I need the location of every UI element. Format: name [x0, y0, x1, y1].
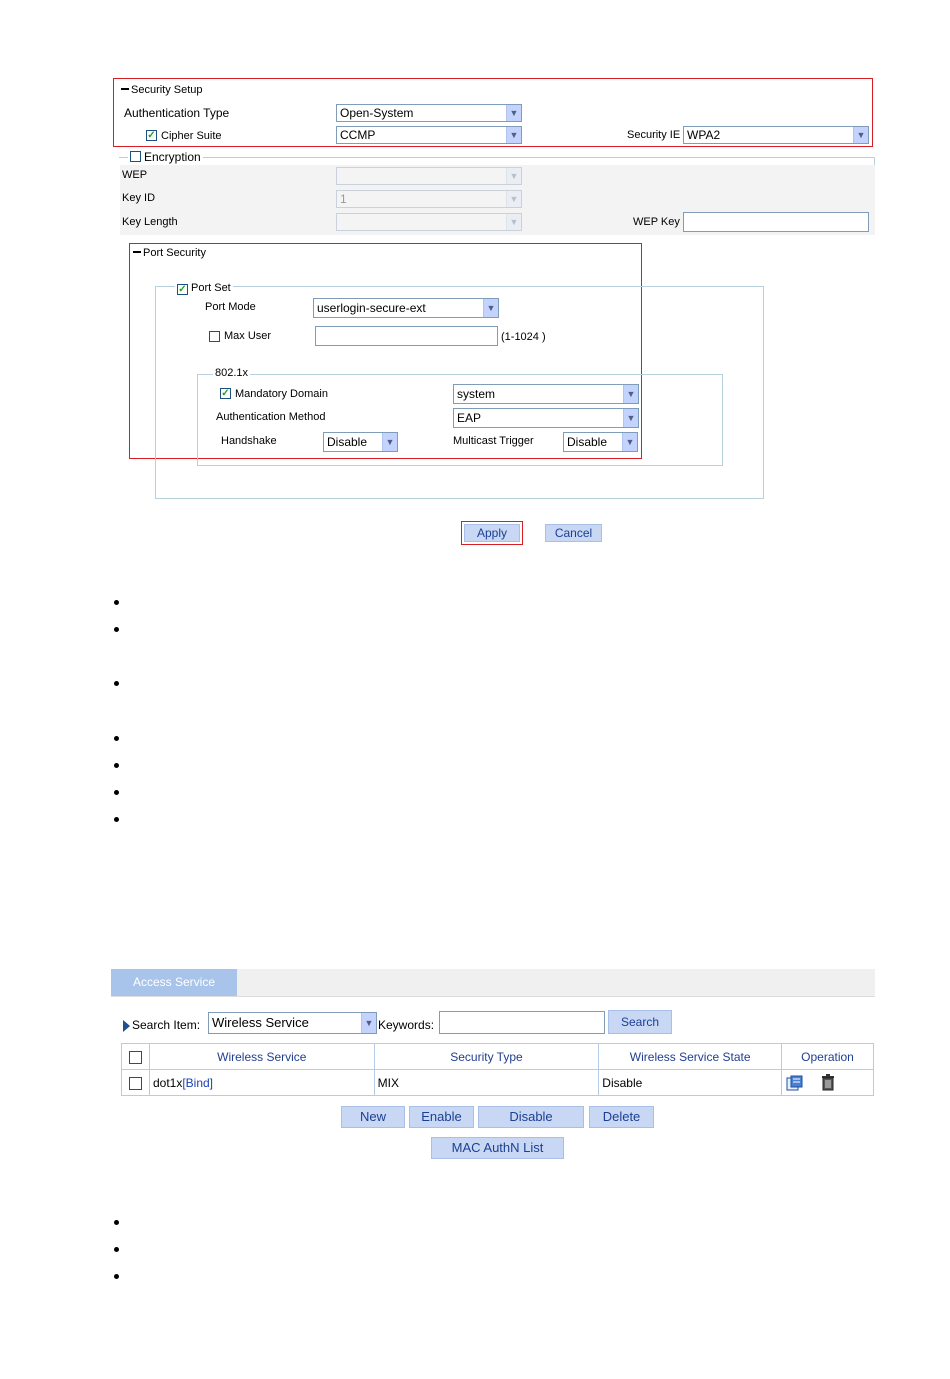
max-user-checkbox[interactable] — [209, 331, 220, 342]
port-set-legend: ✓ Port Set — [175, 280, 233, 294]
wep-select[interactable] — [336, 167, 522, 185]
wireless-service-table — [121, 1043, 874, 1096]
search-item-select[interactable]: Wireless Service ▼ — [208, 1012, 377, 1034]
security-setup-title[interactable]: Security Setup — [121, 84, 203, 96]
select-all-cell — [122, 1044, 150, 1070]
wep-key-input[interactable] — [683, 212, 869, 232]
chevron-down-icon: ▼ — [506, 168, 521, 184]
enable-button[interactable]: Enable — [409, 1106, 474, 1128]
search-button[interactable]: Search — [608, 1010, 672, 1034]
col-wireless-service-state[interactable]: Wireless Service State — [599, 1044, 782, 1070]
chevron-down-icon: ▼ — [506, 214, 521, 230]
mandatory-domain-label: Mandatory Domain — [235, 388, 328, 400]
collapse-icon — [133, 251, 141, 253]
mac-authn-list-button[interactable]: MAC AuthN List — [431, 1137, 564, 1159]
bullet-point — [114, 790, 119, 795]
new-button[interactable]: New — [341, 1106, 405, 1128]
keywords-label: Keywords: — [378, 1018, 435, 1032]
mandatory-domain-select[interactable]: system ▼ — [453, 384, 639, 404]
auth-type-select[interactable]: Open-System ▼ — [336, 104, 522, 122]
apply-button[interactable]: Apply — [464, 524, 520, 542]
tab-access-service[interactable]: Access Service — [111, 969, 237, 996]
service-name-cell — [149, 1070, 374, 1096]
bullet-point — [114, 1220, 119, 1225]
bullet-point — [114, 627, 119, 632]
chevron-down-icon: ▼ — [623, 409, 638, 427]
cipher-suite-select[interactable]: CCMP ▼ — [336, 126, 522, 144]
wep-key-label: WEP Key — [633, 216, 680, 228]
multicast-trigger-select[interactable]: Disable ▼ — [563, 432, 638, 452]
mandatory-domain-checkbox[interactable]: ✓ — [221, 388, 230, 399]
cipher-suite-label: Cipher Suite — [161, 130, 222, 142]
chevron-down-icon: ▼ — [506, 127, 521, 143]
port-mode-label: Port Mode — [205, 301, 256, 313]
delete-button[interactable]: Delete — [589, 1106, 654, 1128]
security-ie-select[interactable]: WPA2 ▼ — [683, 126, 869, 144]
table-row — [122, 1070, 874, 1096]
dot1x-legend: 802.1x — [215, 367, 249, 379]
multicast-trigger-label: Multicast Trigger — [453, 435, 534, 447]
handshake-select[interactable]: Disable ▼ — [323, 432, 398, 452]
row-select-cell — [122, 1070, 150, 1096]
chevron-down-icon: ▼ — [623, 385, 638, 403]
chevron-down-icon: ▼ — [506, 105, 521, 121]
handshake-label: Handshake — [221, 435, 277, 447]
state-cell: Disable — [599, 1070, 782, 1096]
bullet-point — [114, 600, 119, 605]
max-user-input[interactable] — [315, 326, 498, 346]
chevron-down-icon: ▼ — [853, 127, 868, 143]
encryption-checkbox[interactable] — [130, 151, 141, 162]
cancel-button[interactable]: Cancel — [545, 524, 602, 542]
chevron-down-icon: ▼ — [483, 299, 498, 317]
bullet-point — [114, 817, 119, 822]
chevron-down-icon: ▼ — [506, 191, 521, 207]
bullet-point — [114, 763, 119, 768]
auth-type-label: Authentication Type — [124, 106, 230, 120]
port-security-title[interactable]: Port Security — [133, 247, 206, 259]
chevron-down-icon: ▼ — [361, 1013, 376, 1033]
key-length-select[interactable] — [336, 213, 522, 231]
bullet-point — [114, 1247, 119, 1252]
bullet-point — [114, 681, 119, 686]
auth-method-label: Authentication Method — [216, 411, 326, 423]
max-user-range: (1-1024 ) — [501, 331, 546, 343]
wep-label: WEP — [122, 169, 148, 181]
bullet-point — [114, 1274, 119, 1279]
disable-button[interactable]: Disable — [478, 1106, 584, 1128]
chevron-down-icon: ▼ — [382, 433, 397, 451]
search-item-label: Search Item: — [123, 1018, 200, 1032]
select-all-checkbox[interactable] — [129, 1051, 142, 1064]
service-name: dot1x — [152, 1075, 183, 1090]
operation-cell — [782, 1070, 874, 1096]
row-checkbox[interactable] — [129, 1077, 142, 1090]
port-set-checkbox[interactable]: ✓ — [178, 284, 187, 295]
security-type-cell: MIX — [374, 1070, 599, 1096]
bind-link[interactable]: [Bind] — [182, 1075, 214, 1090]
key-id-select[interactable]: 1 ▼ — [336, 190, 522, 208]
col-operation: Operation — [782, 1044, 874, 1070]
triangle-right-icon — [123, 1020, 130, 1032]
port-mode-select[interactable]: userlogin-secure-ext ▼ — [313, 298, 499, 318]
cipher-suite-checkbox[interactable]: ✓ — [147, 130, 156, 141]
key-id-label: Key ID — [122, 192, 156, 204]
edit-icon[interactable] — [786, 1075, 804, 1091]
table-header-row — [122, 1044, 874, 1070]
chevron-down-icon: ▼ — [622, 433, 637, 451]
max-user-label: Max User — [224, 330, 272, 342]
collapse-icon — [121, 88, 129, 90]
col-wireless-service[interactable]: Wireless Service — [149, 1044, 374, 1070]
encryption-legend: Encryption — [128, 150, 203, 164]
bullet-point — [114, 736, 119, 741]
auth-method-select[interactable]: EAP ▼ — [453, 408, 639, 428]
security-ie-label: Security IE — [627, 129, 681, 141]
key-length-label: Key Length — [122, 216, 178, 228]
keywords-input[interactable] — [439, 1011, 605, 1034]
col-security-type[interactable]: Security Type — [374, 1044, 599, 1070]
trash-icon[interactable] — [821, 1074, 835, 1091]
